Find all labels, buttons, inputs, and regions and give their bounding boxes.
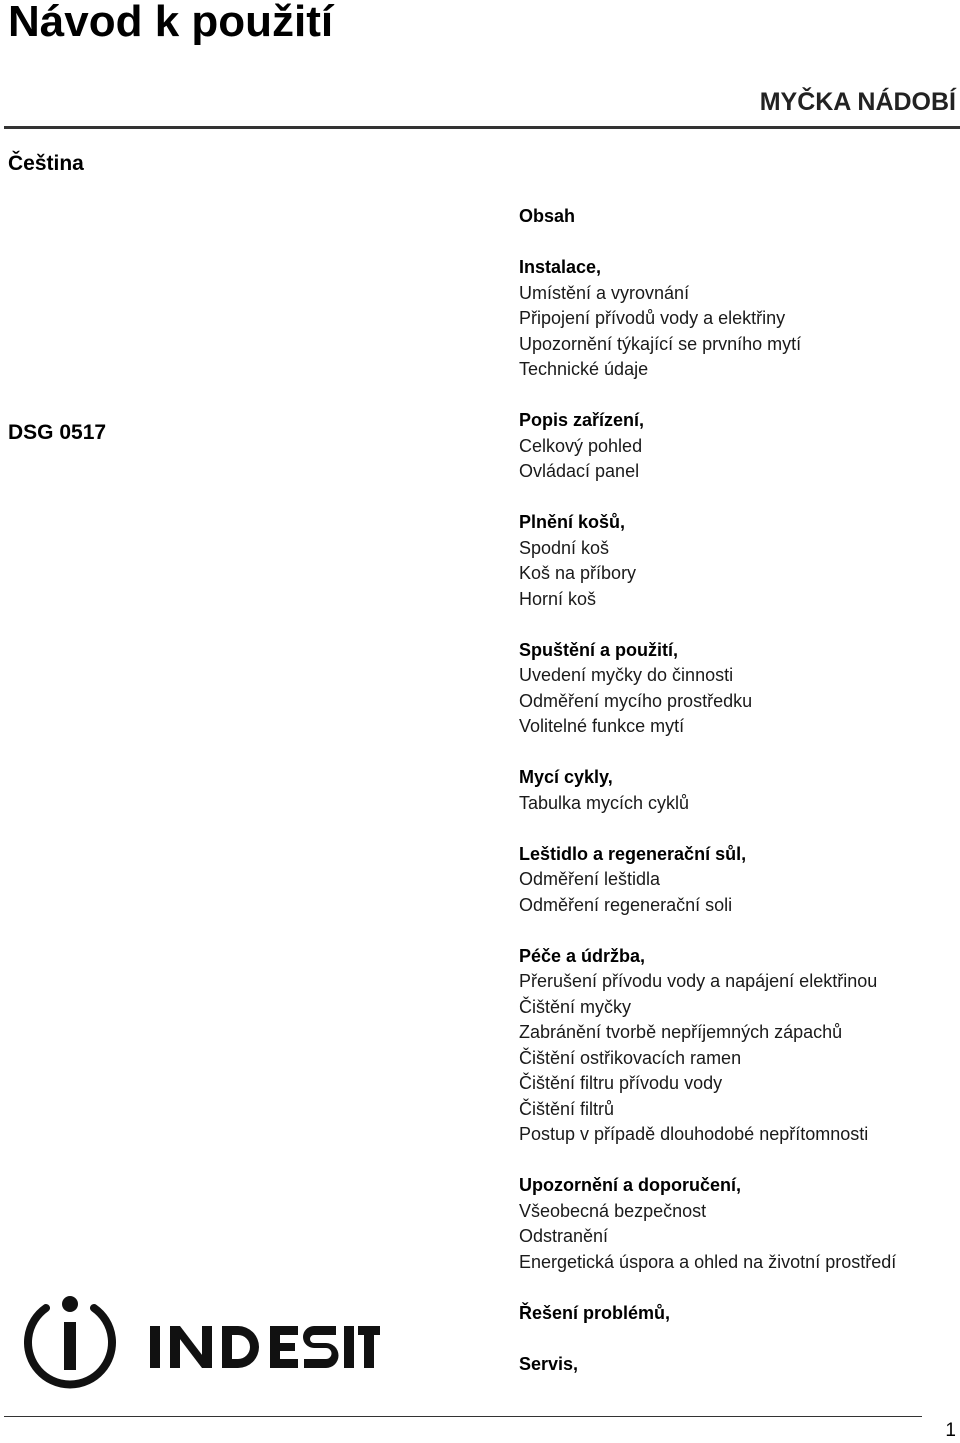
toc-item: Horní koš bbox=[519, 588, 597, 609]
toc-section bbox=[519, 842, 959, 919]
toc-item: Koš na příbory bbox=[519, 563, 637, 583]
toc-item: Čištění filtrů bbox=[519, 1098, 615, 1119]
toc-item: Volitelné funkce mytí bbox=[519, 716, 685, 736]
toc-section-title: Plnění košů, bbox=[519, 512, 626, 532]
toc-section-title: Řešení problémů, bbox=[519, 1302, 671, 1323]
toc-section-title: Instalace, bbox=[519, 257, 602, 277]
top-divider bbox=[4, 126, 960, 129]
toc-item: Celkový pohled bbox=[519, 435, 643, 456]
toc-sections bbox=[519, 255, 959, 1377]
toc-item: Tabulka mycích cyklů bbox=[519, 792, 690, 813]
toc-section-title: Upozornění a doporučení, bbox=[519, 1175, 742, 1195]
toc-section bbox=[519, 255, 959, 383]
language-label: Čeština bbox=[8, 152, 84, 175]
toc-item: Postup v případě dlouhodobé nepřítomnosti bbox=[519, 1124, 869, 1144]
toc-section-title: Popis zařízení, bbox=[519, 410, 645, 430]
toc-item: Odměření mycího prostředku bbox=[519, 690, 753, 711]
toc-section bbox=[519, 1352, 959, 1378]
table-of-contents bbox=[519, 204, 959, 1377]
toc-section bbox=[519, 1173, 959, 1275]
toc-heading: Obsah bbox=[519, 206, 576, 226]
toc-section bbox=[519, 944, 959, 1148]
toc-item: Odměření regenerační soli bbox=[519, 894, 733, 915]
toc-item: Všeobecná bezpečnost bbox=[519, 1200, 707, 1221]
toc-section-title: Spuštění a použití, bbox=[519, 639, 679, 660]
document-subtitle: MYČKA NÁDOBÍ bbox=[759, 88, 956, 116]
toc-item: Energetická úspora a ohled na životní prostředí bbox=[519, 1251, 897, 1272]
bottom-divider bbox=[4, 1416, 922, 1417]
toc-item: Přerušení přívodu vody a napájení elektřinou bbox=[519, 971, 878, 991]
indesit-logo bbox=[24, 1292, 380, 1390]
toc-item: Čištění ostřikovacích ramen bbox=[519, 1047, 742, 1068]
toc-item: Připojení přívodů vody a elektřiny bbox=[519, 308, 786, 328]
toc-item: Spodní koš bbox=[519, 537, 610, 558]
toc-section-title: Péče a údržba, bbox=[519, 945, 646, 966]
toc-item: Odměření leštidla bbox=[519, 869, 661, 889]
toc-section bbox=[519, 765, 959, 816]
page-number: 1 bbox=[945, 1420, 956, 1441]
toc-item: Uvedení myčky do činnosti bbox=[519, 665, 734, 685]
toc-item: Technické údaje bbox=[519, 359, 649, 379]
model-number: DSG 0517 bbox=[8, 421, 107, 444]
toc-item: Čištění filtru přívodu vody bbox=[519, 1073, 723, 1093]
indesit-i-circle-icon bbox=[24, 1292, 380, 1390]
document-title: Návod k použití bbox=[8, 0, 334, 46]
toc-item: Ovládací panel bbox=[519, 461, 640, 481]
toc-section-title: Mycí cykly, bbox=[519, 767, 613, 787]
toc-item: Čištění myčky bbox=[519, 996, 632, 1017]
toc-section-title: Servis, bbox=[519, 1353, 579, 1374]
toc-item: Upozornění týkající se prvního mytí bbox=[519, 333, 802, 354]
toc-section bbox=[519, 408, 959, 485]
toc-item: Odstranění bbox=[519, 1226, 609, 1246]
toc-section bbox=[519, 638, 959, 740]
toc-section-title: Leštidlo a regenerační sůl, bbox=[519, 843, 747, 864]
toc-item: Zabránění tvorbě nepříjemných zápachů bbox=[519, 1022, 843, 1042]
toc-item: Umístění a vyrovnání bbox=[519, 282, 690, 303]
toc-section bbox=[519, 1301, 959, 1327]
toc-section bbox=[519, 510, 959, 612]
